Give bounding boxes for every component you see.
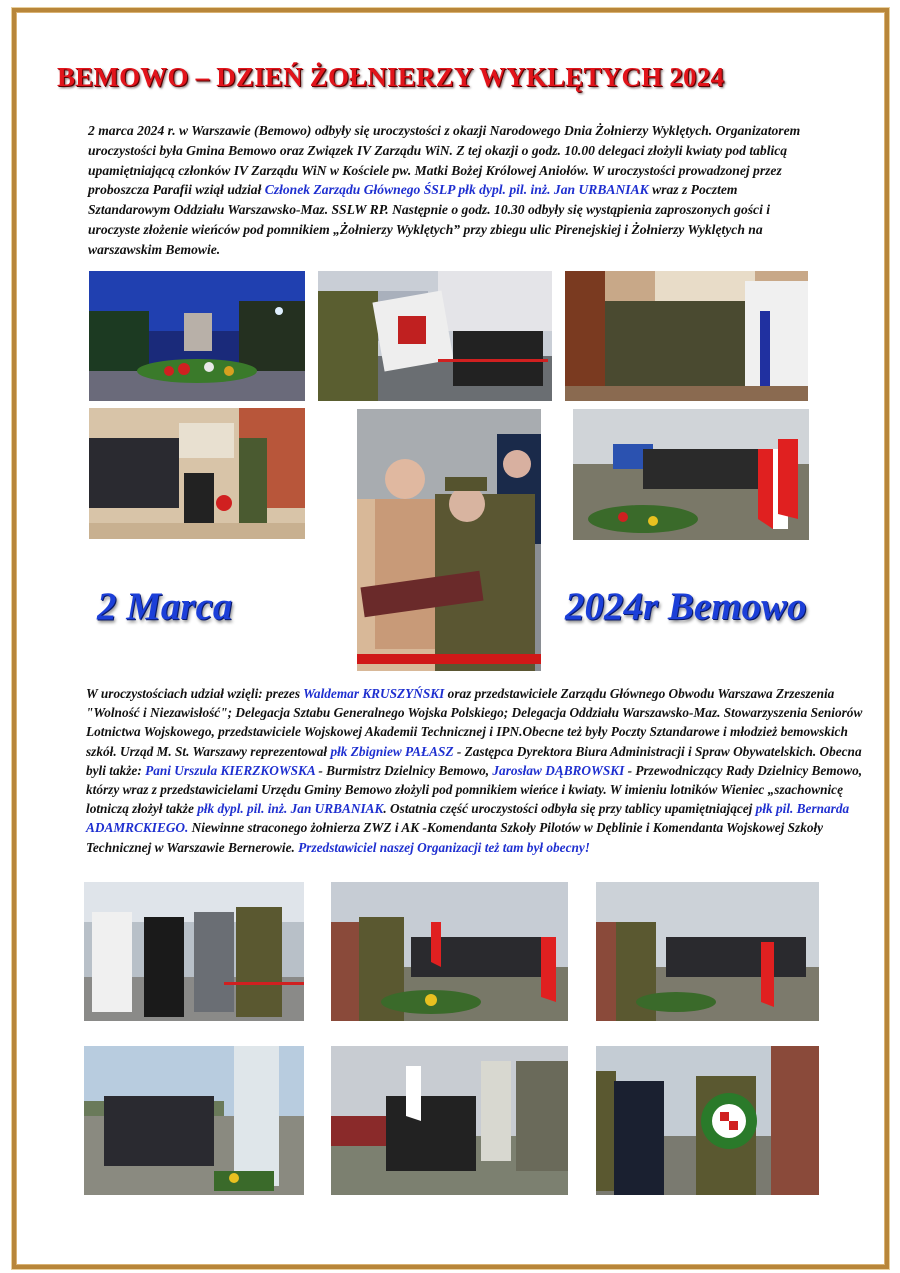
body-highlight-7: Przedstawiciel naszej Organizacji też tam był obecny!	[298, 839, 590, 855]
body-highlight-5: płk dypl. pil. inż. Jan URBANIAK	[197, 801, 384, 817]
photo-flags-wreaths	[573, 409, 809, 540]
body-highlight-4: Jarosław DĄBROWSKI	[492, 762, 625, 778]
body-highlight-3: Pani Urszula KIERZKOWSKA	[145, 762, 316, 778]
photo-flag-bearers	[318, 271, 552, 401]
body-text-7: Niewinne straconego żołnierza ZWZ i AK -Komendanta Szkoły Pilotów w Dęblinie i Komendanta Wojskowej Szkoły Technicznej w Warszawie Bernerowie.	[86, 820, 824, 855]
intro-text-1: 2 marca 2024 r. w Warszawie (Bemowo) odbyły się uroczystości z okazji Narodowego Dnia Żołnierzy Wyklętych. Organizatorem uroczystości była Gmina Bemowo oraz Związek IV Zarządu WiN. Z tej okazji o godz. 10.00 delegaci złożyli kwiaty pod tablicą upamiętniającą członków IV Zarządu WiN w Kościele pw. Matki Bożej Królowej Aniołów. W uroczystości prowadzonej przez proboszcza Parafii wziął udział	[88, 123, 801, 198]
body-highlight-6: płk pil. Bernarda ADAMRCKIEGO.	[86, 801, 850, 836]
intro-text-2: wraz z Pocztem Sztandarowym Oddziału Warszawsko-Maz. SSLW RP. Następnie o godz. 10.30 odbyły się wystąpienia zaproszonych gości i uroczyste złożenie wieńców pod pomnikiem „Żołnierzy Wyklętych” przy zbiegu ulic Pirenejskiej i Żołnierzy Wyklętych na warszawskim Bemowie.	[88, 182, 771, 257]
photo-soldier-monument	[596, 882, 819, 1021]
photo-youth-soldier	[84, 882, 304, 1021]
body-highlight-2: płk Zbigniew PAŁASZ	[330, 743, 454, 759]
body-text-2: oraz przedstawiciele Zarządu Głównego Obwodu Warszawa Zrzeszenia "Wolność i Niezawisłość"; Delegacja Sztabu Generalnego Wojska Polskiego; Delegacja Oddziału Warszawsko-Maz. Stowarzyszenia Seniorów Lotnictwa Wojskowego, przedstawiciele Wojskowej Akademii Technicznej i IPN.Obecne też były Poczty Sztandarowe i młodzież bemowskich szkół. Urząd M. St. Warszawy reprezentował	[86, 686, 863, 759]
body-text-1: W uroczystościach udział wzięli: prezes	[86, 686, 304, 701]
body-text-6: . Ostatnia część uroczystości odbyła się przy tablicy upamiętniającej	[383, 801, 756, 817]
intro-highlight-1: Członek Zarządu Głównego ŚSLP płk dypl. pil. inż. Jan URBANIAK	[264, 182, 649, 198]
photo-group-plaque	[331, 1046, 568, 1195]
body-text-3: - Zastępca Dyrektora Biura Administracji i Spraw Obywatelskich. Obecna byli także:	[86, 743, 862, 778]
body-highlight-1: Waldemar KRUSZYŃSKI	[303, 686, 445, 701]
photo-monument-night	[89, 271, 305, 401]
photo-plaque-street	[84, 1046, 304, 1195]
banner-date-right: 2024r Bemowo	[565, 585, 807, 628]
photo-church-ceremony	[565, 271, 808, 401]
photo-soldier-flags	[331, 882, 568, 1021]
body-text-4: - Burmistrz Dzielnicy Bemowo,	[315, 762, 493, 778]
page-title: BEMOWO – DZIEŃ ŻOŁNIERZY WYKLĘTYCH 2024	[57, 62, 725, 92]
photo-speaker-veteran	[357, 409, 541, 671]
body-text-5: - Przewodniczący Rady Dzielnicy Bemowo, którzy wraz z przedstawicielami Urzędu Gminy Bemowo złożyli pod pomnikiem wieńce i kwiaty. W imieniu lotników Wieniec „szachownicę lotniczą złożył także	[86, 762, 863, 817]
intro-paragraph	[88, 121, 808, 260]
photo-wreath-checker	[596, 1046, 819, 1195]
photo-plaque-kneeling	[89, 408, 305, 539]
banner-date-left: 2 Marca	[97, 585, 233, 628]
body-paragraph	[86, 684, 876, 857]
